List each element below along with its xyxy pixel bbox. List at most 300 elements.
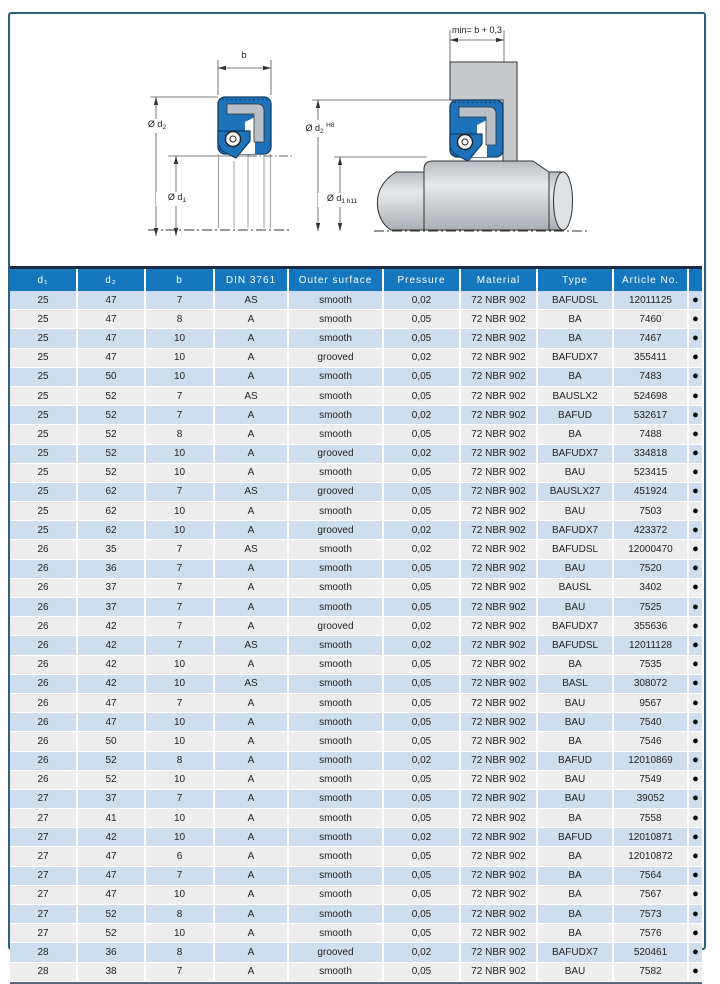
table-cell: 27 [10, 847, 77, 866]
table-cell: 52 [77, 770, 145, 789]
availability-dot: ● [688, 386, 702, 405]
table-cell: A [214, 866, 288, 885]
table-cell: 10 [145, 732, 214, 751]
availability-dot: ● [688, 636, 702, 655]
table-cell: 72 NBR 902 [460, 674, 537, 693]
table-cell: 62 [77, 482, 145, 501]
table-cell: A [214, 655, 288, 674]
table-cell: 72 NBR 902 [460, 617, 537, 636]
table-cell: BAFUDX7 [537, 617, 613, 636]
table-row [10, 482, 702, 501]
table-cell: 25 [10, 406, 77, 425]
availability-dot: ● [688, 770, 702, 789]
diagram-svg [0, 0, 720, 260]
b-extension-lines [218, 60, 271, 95]
table-cell: A [214, 598, 288, 617]
availability-dot: ● [688, 329, 702, 348]
table-cell: smooth [288, 905, 383, 924]
table-row [10, 617, 702, 636]
seal-profile-installed [450, 100, 503, 161]
seal-section-view [148, 60, 292, 236]
table-cell: 12011128 [613, 636, 688, 655]
table-row [10, 962, 702, 981]
table-cell: A [214, 847, 288, 866]
availability-dot: ● [688, 713, 702, 732]
table-cell: 8 [145, 943, 214, 962]
table-cell: A [214, 348, 288, 367]
column-header: Pressure [383, 269, 460, 291]
availability-dot: ● [688, 789, 702, 808]
table-cell: 524698 [613, 386, 688, 405]
table-row [10, 847, 702, 866]
table-row [10, 578, 702, 597]
table-cell: 10 [145, 463, 214, 482]
table-cell: 52 [77, 924, 145, 943]
table-cell: 7483 [613, 367, 688, 386]
table-cell: 25 [10, 386, 77, 405]
table-cell: 8 [145, 425, 214, 444]
table-cell: 25 [10, 291, 77, 310]
table-cell: 37 [77, 578, 145, 597]
table-cell: 12010869 [613, 751, 688, 770]
table-cell: 26 [10, 578, 77, 597]
table-cell: 10 [145, 348, 214, 367]
table-cell: 7 [145, 291, 214, 310]
table-cell: 42 [77, 828, 145, 847]
table-cell: smooth [288, 578, 383, 597]
table-cell: 10 [145, 521, 214, 540]
table-cell: 10 [145, 828, 214, 847]
table-cell: BA [537, 425, 613, 444]
table-row [10, 444, 702, 463]
table-cell: A [214, 444, 288, 463]
table-cell: 10 [145, 329, 214, 348]
table-cell: smooth [288, 425, 383, 444]
table-cell: 27 [10, 828, 77, 847]
availability-dot: ● [688, 828, 702, 847]
table-cell: BA [537, 732, 613, 751]
table-cell: 38 [77, 962, 145, 981]
table-cell: 7564 [613, 866, 688, 885]
table-cell: 26 [10, 751, 77, 770]
table-cell: 0,02 [383, 943, 460, 962]
table-cell: 7 [145, 693, 214, 712]
table-row [10, 732, 702, 751]
column-header: DIN 3761 [214, 269, 288, 291]
table-row [10, 809, 702, 828]
table-cell: 7 [145, 789, 214, 808]
table-cell: 12010871 [613, 828, 688, 847]
table-cell: 27 [10, 885, 77, 904]
table-cell: 0,05 [383, 924, 460, 943]
availability-dot: ● [688, 809, 702, 828]
table-cell: 72 NBR 902 [460, 751, 537, 770]
table-cell: BAFUD [537, 828, 613, 847]
table-cell: BA [537, 905, 613, 924]
table-cell: 0,02 [383, 406, 460, 425]
table-cell: 27 [10, 809, 77, 828]
table-cell: 42 [77, 617, 145, 636]
table-cell: 523415 [613, 463, 688, 482]
table-cell: 10 [145, 367, 214, 386]
table-cell: 72 NBR 902 [460, 732, 537, 751]
table-cell: A [214, 943, 288, 962]
table-cell: BA [537, 809, 613, 828]
table-cell: AS [214, 482, 288, 501]
table-cell: 26 [10, 540, 77, 559]
table-cell: smooth [288, 924, 383, 943]
table-cell: smooth [288, 885, 383, 904]
table-cell: BA [537, 924, 613, 943]
spec-table-section [10, 266, 702, 984]
table-row [10, 521, 702, 540]
table-cell: 72 NBR 902 [460, 540, 537, 559]
availability-dot: ● [688, 425, 702, 444]
table-cell: 0,05 [383, 329, 460, 348]
table-cell: 72 NBR 902 [460, 291, 537, 310]
table-cell: 72 NBR 902 [460, 482, 537, 501]
table-cell: 334818 [613, 444, 688, 463]
table-cell: 72 NBR 902 [460, 866, 537, 885]
table-cell: 10 [145, 713, 214, 732]
table-cell: 0,05 [383, 885, 460, 904]
table-cell: 7520 [613, 559, 688, 578]
table-cell: 72 NBR 902 [460, 348, 537, 367]
table-cell: 27 [10, 905, 77, 924]
table-cell: smooth [288, 367, 383, 386]
table-cell: 0,05 [383, 386, 460, 405]
table-cell: 0,05 [383, 732, 460, 751]
seal-profile [218, 97, 271, 158]
table-row [10, 367, 702, 386]
table-cell: 25 [10, 502, 77, 521]
table-cell: 47 [77, 348, 145, 367]
table-cell: A [214, 809, 288, 828]
table-cell: 26 [10, 636, 77, 655]
table-cell: AS [214, 291, 288, 310]
table-cell: 7558 [613, 809, 688, 828]
table-cell: 7 [145, 598, 214, 617]
dim-label-b: b [241, 50, 247, 60]
availability-dot: ● [688, 521, 702, 540]
table-cell: 27 [10, 789, 77, 808]
table-cell: 0,05 [383, 425, 460, 444]
table-cell: 7573 [613, 905, 688, 924]
table-cell: 39052 [613, 789, 688, 808]
table-row [10, 463, 702, 482]
table-cell: 8 [145, 751, 214, 770]
table-cell: 7 [145, 578, 214, 597]
table-cell: grooved [288, 521, 383, 540]
table-cell: BA [537, 655, 613, 674]
table-cell: 0,05 [383, 674, 460, 693]
table-cell: BAFUDSL [537, 291, 613, 310]
table-cell: BAU [537, 693, 613, 712]
table-cell: BASL [537, 674, 613, 693]
table-cell: 0,05 [383, 809, 460, 828]
table-cell: 7 [145, 962, 214, 981]
table-cell: 42 [77, 655, 145, 674]
table-cell: 72 NBR 902 [460, 559, 537, 578]
table-cell: A [214, 732, 288, 751]
table-cell: smooth [288, 866, 383, 885]
table-cell: 0,05 [383, 463, 460, 482]
availability-dot: ● [688, 559, 702, 578]
table-cell: BAFUDX7 [537, 521, 613, 540]
table-cell: 26 [10, 598, 77, 617]
table-cell: 10 [145, 444, 214, 463]
table-cell: 355411 [613, 348, 688, 367]
table-cell: 72 NBR 902 [460, 329, 537, 348]
table-cell: 72 NBR 902 [460, 425, 537, 444]
table-cell: 10 [145, 502, 214, 521]
table-cell: 47 [77, 310, 145, 329]
table-cell: BAU [537, 770, 613, 789]
availability-dot: ● [688, 732, 702, 751]
table-cell: 7 [145, 636, 214, 655]
column-header: b [145, 269, 214, 291]
availability-dot: ● [688, 962, 702, 981]
availability-dot: ● [688, 693, 702, 712]
table-row [10, 540, 702, 559]
table-cell: 0,05 [383, 559, 460, 578]
table-cell: 10 [145, 770, 214, 789]
table-cell: 47 [77, 847, 145, 866]
catalog-table [10, 269, 702, 982]
table-cell: BAFUD [537, 751, 613, 770]
table-cell: BA [537, 866, 613, 885]
availability-dot: ● [688, 367, 702, 386]
table-cell: smooth [288, 828, 383, 847]
table-cell: BAFUDSL [537, 540, 613, 559]
table-cell: BAU [537, 502, 613, 521]
table-cell: 72 NBR 902 [460, 367, 537, 386]
table-cell: 72 NBR 902 [460, 502, 537, 521]
table-cell: 26 [10, 713, 77, 732]
table-cell: smooth [288, 291, 383, 310]
table-cell: 52 [77, 406, 145, 425]
dim-label-d2: Ø $d_2$ [136, 119, 178, 133]
table-cell: 27 [10, 866, 77, 885]
table-cell: 12011125 [613, 291, 688, 310]
table-cell: grooved [288, 444, 383, 463]
table-cell: 72 NBR 902 [460, 598, 537, 617]
table-cell: AS [214, 540, 288, 559]
table-cell: 36 [77, 559, 145, 578]
table-cell: 0,05 [383, 962, 460, 981]
table-cell: smooth [288, 598, 383, 617]
column-header: d₁ [10, 269, 77, 291]
table-cell: BAU [537, 598, 613, 617]
column-header: Outer surface [288, 269, 383, 291]
table-row [10, 789, 702, 808]
table-cell: 0,02 [383, 348, 460, 367]
table-cell: AS [214, 636, 288, 655]
table-cell: 50 [77, 367, 145, 386]
table-cell: BAUSL [537, 578, 613, 597]
table-cell: 26 [10, 693, 77, 712]
table-cell: 72 NBR 902 [460, 578, 537, 597]
table-cell: A [214, 463, 288, 482]
table-cell: BAFUD [537, 406, 613, 425]
table-cell: 7546 [613, 732, 688, 751]
table-cell: 25 [10, 329, 77, 348]
table-cell: 41 [77, 809, 145, 828]
column-header: Material [460, 269, 537, 291]
table-cell: smooth [288, 732, 383, 751]
table-cell: 0,02 [383, 291, 460, 310]
table-row [10, 329, 702, 348]
table-cell: BAU [537, 789, 613, 808]
table-cell: BA [537, 329, 613, 348]
table-cell: BAU [537, 962, 613, 981]
table-cell: 0,05 [383, 905, 460, 924]
table-cell: 7 [145, 866, 214, 885]
table-row [10, 310, 702, 329]
table-row [10, 636, 702, 655]
table-cell: 10 [145, 924, 214, 943]
table-cell: 37 [77, 598, 145, 617]
table-cell: 7525 [613, 598, 688, 617]
table-cell: 0,02 [383, 444, 460, 463]
table-cell: 72 NBR 902 [460, 386, 537, 405]
table-cell: 72 NBR 902 [460, 885, 537, 904]
table-cell: 25 [10, 348, 77, 367]
table-cell: 72 NBR 902 [460, 521, 537, 540]
dim-label-d1-h11: Ø $d_{1 h11}$ [318, 193, 366, 207]
table-cell: A [214, 770, 288, 789]
table-cell: 47 [77, 713, 145, 732]
dim-label-d1: Ø $d_1$ [156, 192, 198, 206]
availability-dot: ● [688, 943, 702, 962]
table-cell: 8 [145, 905, 214, 924]
table-cell: 0,05 [383, 770, 460, 789]
table-cell: 7582 [613, 962, 688, 981]
table-cell: grooved [288, 482, 383, 501]
table-cell: smooth [288, 674, 383, 693]
table-cell: 25 [10, 425, 77, 444]
table-cell: 0,05 [383, 310, 460, 329]
table-cell: 52 [77, 463, 145, 482]
table-cell: A [214, 329, 288, 348]
table-cell: 0,02 [383, 636, 460, 655]
table-cell: 72 NBR 902 [460, 943, 537, 962]
table-cell: 47 [77, 885, 145, 904]
column-header-dot [688, 269, 702, 291]
shaft-end-face [554, 172, 573, 230]
table-cell: 42 [77, 674, 145, 693]
table-cell: BA [537, 310, 613, 329]
table-cell: 8 [145, 310, 214, 329]
table-row [10, 655, 702, 674]
table-row [10, 502, 702, 521]
table-cell: 25 [10, 463, 77, 482]
table-header-row [10, 269, 702, 291]
table-cell: BAFUDX7 [537, 444, 613, 463]
table-cell: 0,05 [383, 367, 460, 386]
table-cell: 0,05 [383, 482, 460, 501]
shaft [424, 161, 549, 230]
table-cell: 7 [145, 559, 214, 578]
table-row [10, 425, 702, 444]
table-cell: A [214, 885, 288, 904]
table-cell: 72 NBR 902 [460, 655, 537, 674]
table-cell: BA [537, 367, 613, 386]
table-row [10, 348, 702, 367]
table-cell: 7567 [613, 885, 688, 904]
table-cell: smooth [288, 406, 383, 425]
table-cell: 72 NBR 902 [460, 444, 537, 463]
table-cell: smooth [288, 789, 383, 808]
table-row [10, 905, 702, 924]
availability-dot: ● [688, 310, 702, 329]
availability-dot: ● [688, 751, 702, 770]
table-cell: 0,05 [383, 655, 460, 674]
table-row [10, 674, 702, 693]
table-cell: 7 [145, 386, 214, 405]
table-cell: A [214, 713, 288, 732]
table-cell: 308072 [613, 674, 688, 693]
table-cell: 7488 [613, 425, 688, 444]
table-cell: A [214, 425, 288, 444]
table-cell: 12010872 [613, 847, 688, 866]
table-cell: smooth [288, 847, 383, 866]
dim-label-d2-h8: Ø $d_2$ $^{H8}$ [296, 120, 344, 137]
availability-dot: ● [688, 444, 702, 463]
table-cell: 451924 [613, 482, 688, 501]
table-cell: 35 [77, 540, 145, 559]
table-cell: 25 [10, 310, 77, 329]
availability-dot: ● [688, 655, 702, 674]
table-cell: 520461 [613, 943, 688, 962]
availability-dot: ● [688, 540, 702, 559]
table-cell: BAFUDSL [537, 636, 613, 655]
table-cell: 10 [145, 885, 214, 904]
table-cell: A [214, 406, 288, 425]
table-cell: grooved [288, 617, 383, 636]
table-cell: 72 NBR 902 [460, 828, 537, 847]
table-cell: 0,05 [383, 866, 460, 885]
table-cell: 28 [10, 943, 77, 962]
availability-dot: ● [688, 348, 702, 367]
table-cell: smooth [288, 310, 383, 329]
table-cell: 0,05 [383, 578, 460, 597]
table-cell: 7 [145, 406, 214, 425]
table-cell: A [214, 310, 288, 329]
availability-dot: ● [688, 847, 702, 866]
table-cell: 72 NBR 902 [460, 962, 537, 981]
table-cell: 0,05 [383, 713, 460, 732]
table-cell: smooth [288, 809, 383, 828]
availability-dot: ● [688, 598, 702, 617]
table-cell: smooth [288, 502, 383, 521]
table-cell: 26 [10, 559, 77, 578]
table-cell: A [214, 789, 288, 808]
table-cell: smooth [288, 713, 383, 732]
table-cell: 7503 [613, 502, 688, 521]
table-cell: 0,02 [383, 521, 460, 540]
table-cell: 72 NBR 902 [460, 770, 537, 789]
table-cell: 7549 [613, 770, 688, 789]
table-row [10, 751, 702, 770]
table-cell: BA [537, 847, 613, 866]
table-cell: 10 [145, 655, 214, 674]
table-cell: smooth [288, 329, 383, 348]
table-cell: A [214, 617, 288, 636]
availability-dot: ● [688, 406, 702, 425]
table-cell: smooth [288, 636, 383, 655]
table-cell: BAU [537, 559, 613, 578]
